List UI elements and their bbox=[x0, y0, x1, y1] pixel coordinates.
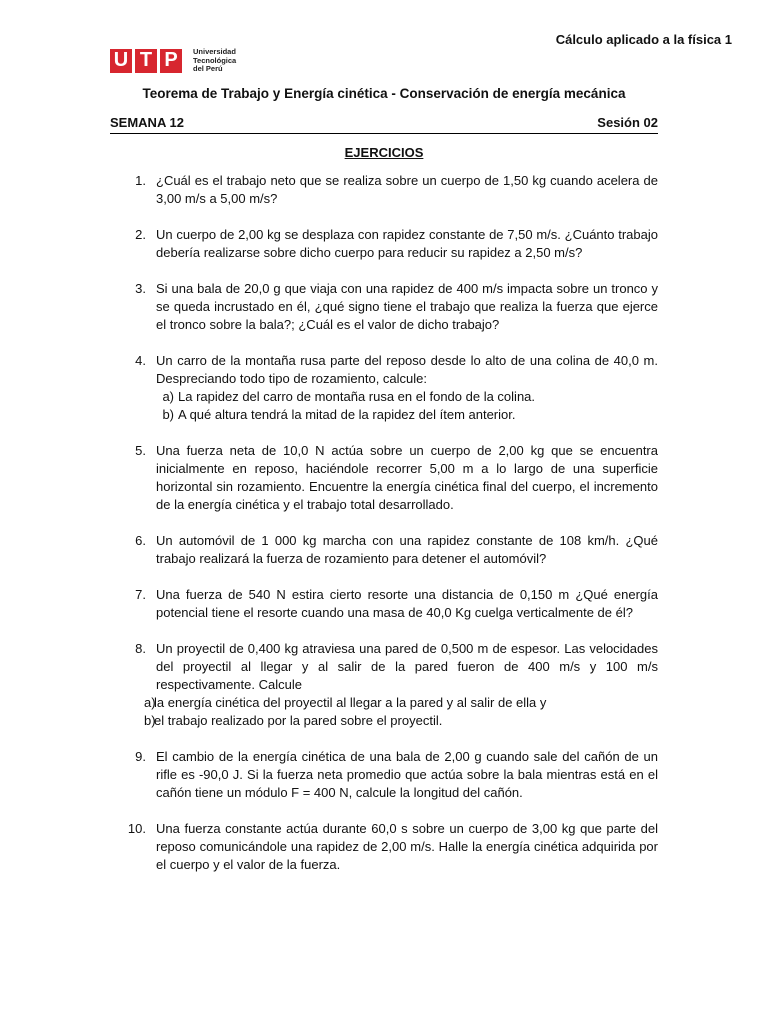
exercise-text: Un proyectil de 0,400 kg atraviesa una pared de 0,500 m de espesor. Las velocidades del proyectil al llegar y al salir de la pared fueron de 400 m/s y 100 m/s respectivamente. Calcule bbox=[156, 641, 658, 692]
subitem-letter: a) bbox=[162, 389, 174, 404]
exercise-item bbox=[110, 280, 658, 334]
exercise-body bbox=[156, 586, 658, 622]
section-title: EJERCICIOS bbox=[344, 145, 424, 160]
university-line: Universidad bbox=[193, 47, 236, 56]
exercise-item bbox=[110, 748, 658, 802]
week-label: SEMANA 12 bbox=[110, 115, 184, 130]
exercise-body bbox=[156, 172, 658, 208]
exercise-number: 6. bbox=[135, 533, 146, 548]
logo-letter-u: U bbox=[110, 49, 132, 73]
exercise-item bbox=[110, 172, 658, 208]
subitem-letter: b) bbox=[144, 713, 156, 728]
exercise-item bbox=[110, 640, 658, 730]
subitem-text: La rapidez del carro de montaña rusa en el fondo de la colina. bbox=[178, 389, 536, 404]
exercise-body bbox=[156, 748, 658, 802]
exercise-body bbox=[156, 280, 658, 334]
course-title: Cálculo aplicado a la física 1 bbox=[555, 32, 732, 47]
exercise-item bbox=[110, 820, 658, 874]
exercise-text: Una fuerza de 540 N estira cierto resorte una distancia de 0,150 m ¿Qué energía potencial tiene el resorte cuando una masa de 40,0 Kg cuelga verticalmente de él? bbox=[156, 587, 658, 620]
exercise-item bbox=[110, 586, 658, 622]
exercise-number: 4. bbox=[135, 353, 146, 368]
exercise-body bbox=[156, 226, 658, 262]
exercise-text: El cambio de la energía cinética de una bala de 2,00 g cuando sale del cañón de un rifle es -90,0 J. Si la fuerza neta promedio que actúa sobre la bala mientras está en el cañón tiene un módulo F = 400 N, calcule la longitud del cañón. bbox=[156, 749, 658, 800]
exercise-text: Un automóvil de 1 000 kg marcha con una rapidez constante de 108 km/h. ¿Qué trabajo realizará la fuerza de rozamiento para detener el automóvil? bbox=[156, 533, 658, 566]
subitem-text: la energía cinética del proyectil al llegar a la pared y al salir de ella y bbox=[154, 695, 547, 710]
subitem-text: el trabajo realizado por la pared sobre el proyectil. bbox=[154, 713, 443, 728]
exercise-body bbox=[156, 442, 658, 514]
exercise-item bbox=[110, 442, 658, 514]
exercise-body bbox=[156, 820, 658, 874]
exercise-number: 7. bbox=[135, 587, 146, 602]
session-label: Sesión 02 bbox=[597, 115, 658, 130]
exercise-number: 3. bbox=[135, 281, 146, 296]
subitem-text: A qué altura tendrá la mitad de la rapidez del ítem anterior. bbox=[178, 407, 516, 422]
exercise-text: Si una bala de 20,0 g que viaja con una rapidez de 400 m/s impacta sobre un tronco y se queda incrustado en él, ¿qué signo tiene el trabajo que realiza la fuerza que ejerce el tronco sobre la bala?; ¿Cuál es el valor de dicho trabajo? bbox=[156, 281, 658, 332]
exercise-item bbox=[110, 226, 658, 262]
exercise-subitem bbox=[156, 388, 658, 406]
exercise-number: 1. bbox=[135, 173, 146, 188]
utp-logo bbox=[110, 48, 236, 74]
logo-letter-t: T bbox=[135, 49, 157, 73]
document-title: Teorema de Trabajo y Energía cinética - Conservación de energía mecánica bbox=[142, 86, 626, 101]
exercise-subitem bbox=[144, 712, 658, 730]
exercise-number: 8. bbox=[135, 641, 146, 656]
logo-letter-p: P bbox=[160, 49, 182, 73]
exercise-body bbox=[156, 352, 658, 424]
subitem-letter: b) bbox=[162, 407, 174, 422]
exercise-subitem bbox=[144, 694, 658, 712]
exercise-text: ¿Cuál es el trabajo neto que se realiza sobre un cuerpo de 1,50 kg cuando acelera de 3,00 m/s a 5,00 m/s? bbox=[156, 173, 658, 206]
exercise-number: 2. bbox=[135, 227, 146, 242]
university-line: del Perú bbox=[193, 64, 223, 73]
exercise-subitem bbox=[156, 406, 658, 424]
exercise-number: 5. bbox=[135, 443, 146, 458]
subitem-letter: a) bbox=[144, 695, 156, 710]
header-row bbox=[110, 115, 658, 134]
exercise-item bbox=[110, 532, 658, 568]
university-name bbox=[193, 48, 236, 74]
exercise-text: Un carro de la montaña rusa parte del reposo desde lo alto de una colina de 40,0 m. Despreciando todo tipo de rozamiento, calcule: bbox=[156, 353, 658, 386]
exercise-text: Una fuerza constante actúa durante 60,0 s sobre un cuerpo de 3,00 kg que parte del reposo comunicándole una rapidez de 2,00 m/s. Halle la energía cinética adquirida por el cuerpo y el valor de la fuerza. bbox=[156, 821, 658, 872]
exercise-number: 10. bbox=[127, 821, 146, 836]
exercise-number: 9. bbox=[135, 749, 146, 764]
exercise-body bbox=[144, 640, 658, 730]
exercise-list bbox=[110, 172, 658, 874]
university-line: Tecnológica bbox=[193, 55, 237, 65]
exercise-item bbox=[110, 352, 658, 424]
exercise-text: Un cuerpo de 2,00 kg se desplaza con rapidez constante de 7,50 m/s. ¿Cuánto trabajo debería realizarse sobre dicho cuerpo para reducir su rapidez a 2,50 m/s? bbox=[156, 227, 658, 260]
exercise-text: Una fuerza neta de 10,0 N actúa sobre un cuerpo de 2,00 kg que se encuentra inicialmente en reposo, haciéndole recorrer 5,00 m a lo largo de una superficie horizontal sin rozamiento. Encuentre la energía cinética final del cuerpo, el incremento de la energía cinética y el trabajo total desarrollado. bbox=[156, 443, 658, 512]
exercise-body bbox=[156, 532, 658, 568]
